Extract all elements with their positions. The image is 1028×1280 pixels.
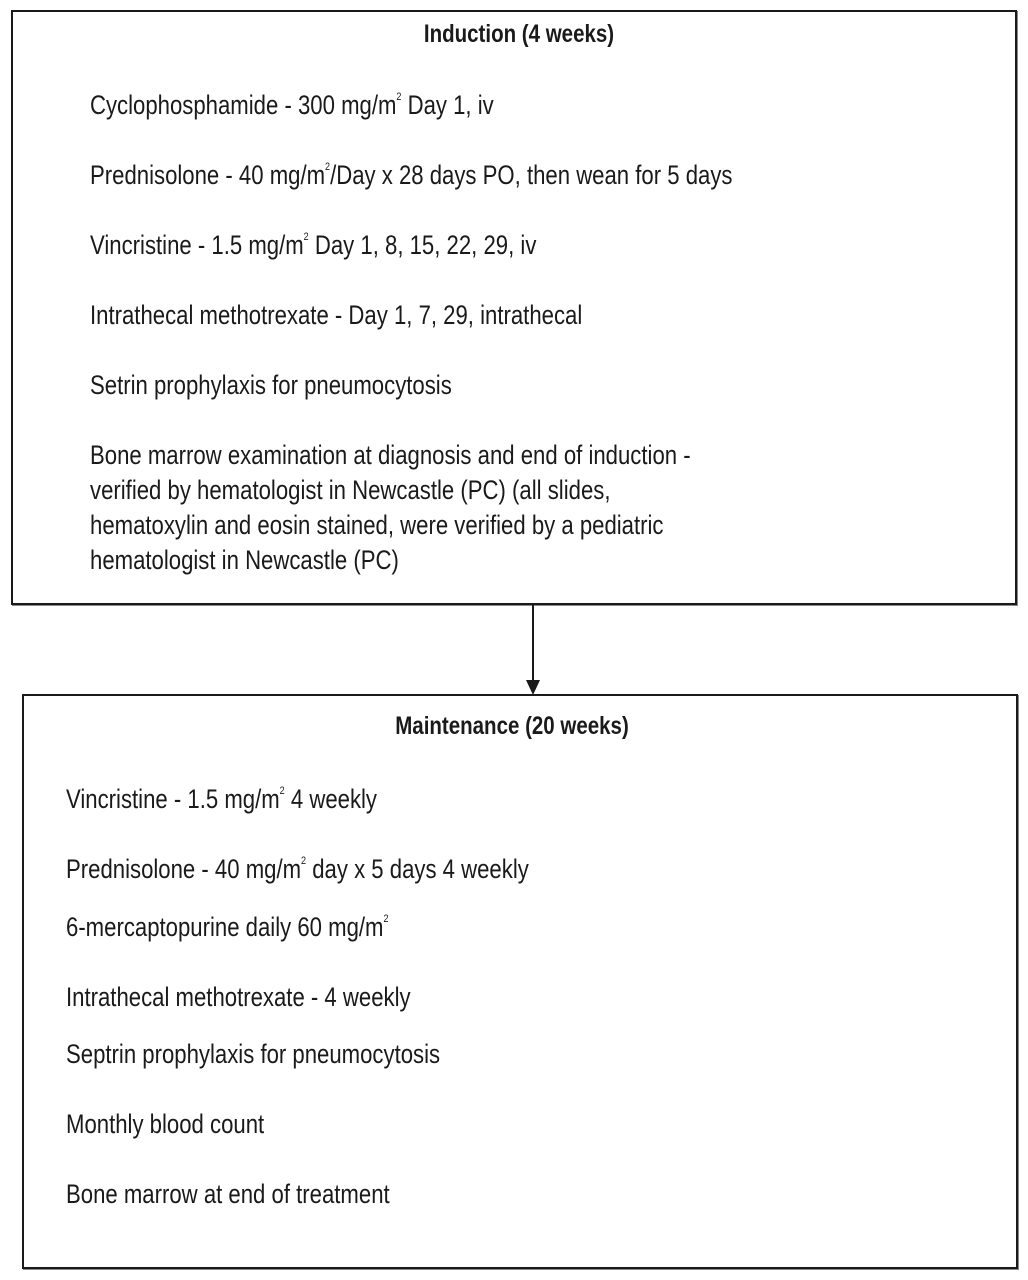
maintenance-item-prednisolone: Prednisolone - 40 $mg/m^2$ day x 5 days 4 weekly <box>66 854 529 884</box>
maintenance-item-septrin-prophylaxis: Septrin prophylaxis for pneumocytosis <box>66 1039 441 1069</box>
bone-marrow-line-3: hematoxylin and eosin stained, were verified by a pediatric <box>90 510 664 540</box>
induction-item-vincristine: Vincristine - 1.5 $mg/m^2$ Day 1, 8, 15, 22, 29, iv <box>90 230 537 260</box>
induction-title: Induction (4 weeks) <box>423 20 615 48</box>
induction-box <box>11 10 1017 605</box>
maintenance-box <box>22 694 1018 1269</box>
maintenance-item-bone-marrow: Bone marrow at end of treatment <box>66 1179 390 1209</box>
connector-line <box>532 605 534 681</box>
bone-marrow-line-4: hematologist in Newcastle (PC) <box>90 545 399 575</box>
maintenance-title: Maintenance (20 weeks) <box>395 712 629 740</box>
induction-item-prednisolone: Prednisolone - 40 $mg/m^2$/Day x 28 days PO, then wean for 5 days <box>90 160 733 190</box>
arrow-down-icon <box>526 680 540 695</box>
induction-item-setrin-prophylaxis: Setrin prophylaxis for pneumocytosis <box>90 370 452 400</box>
maintenance-item-intrathecal-methotrexate: Intrathecal methotrexate - 4 weekly <box>66 982 411 1012</box>
maintenance-item-vincristine: Vincristine - 1.5 $mg/m^2$ 4 weekly <box>66 784 378 814</box>
induction-item-cyclophosphamide: Cyclophosphamide - 300 $mg/m^2$ Day 1, iv <box>90 90 494 120</box>
bone-marrow-line-1: Bone marrow examination at diagnosis and end of induction - <box>90 440 691 470</box>
maintenance-item-monthly-blood-count: Monthly blood count <box>66 1109 265 1139</box>
induction-item-intrathecal-methotrexate: Intrathecal methotrexate - Day 1, 7, 29, intrathecal <box>90 300 583 330</box>
induction-item-bone-marrow-examination <box>90 438 691 578</box>
bone-marrow-line-2: verified by hematologist in Newcastle (PC) (all slides, <box>90 475 611 505</box>
maintenance-item-mercaptopurine: 6-mercaptopurine daily 60 $mg/m^2$ <box>66 912 389 942</box>
